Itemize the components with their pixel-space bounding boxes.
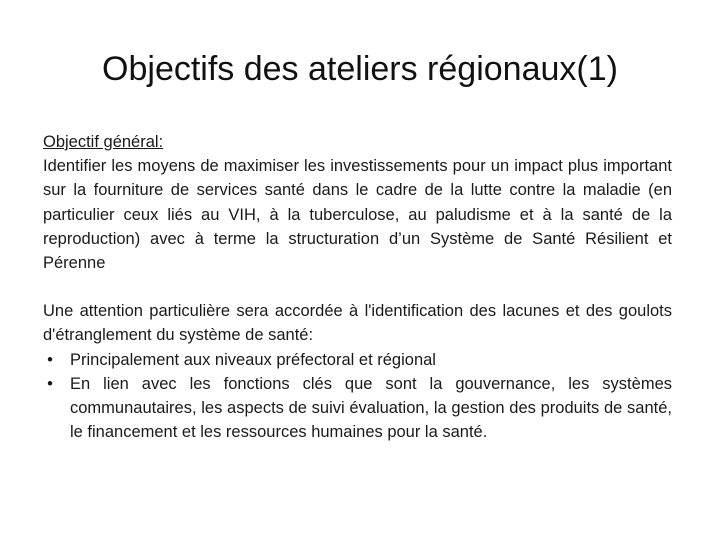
bullet-text: Principalement aux niveaux préfectoral et régional [70, 350, 436, 369]
bullet-item-levels [43, 348, 672, 372]
bullet-icon: • [47, 374, 53, 393]
paragraph-spacer [43, 275, 672, 299]
bullet-item-functions [43, 372, 672, 445]
slide-body [43, 130, 672, 444]
general-objective-heading: Objectif général: [43, 133, 164, 151]
attention-text: Une attention particulière sera accordée à l'identification des lacunes et des goulots d'étranglement du système de santé: [43, 302, 672, 345]
slide-title: Objectifs des ateliers régionaux(1) [102, 50, 618, 88]
bullet-list [43, 348, 672, 445]
general-objective-text: Identifier les moyens de maximiser les investissements pour un impact plus important sur la fourniture de services santé dans le cadre de la lutte contre la maladie (en particulier ceux liés au VIH, à la tuberculose, au paludisme et à la santé de la reproduction) avec à terme la structuration d’un Système de Santé Résilient et Pérenne [43, 157, 672, 273]
bullet-icon: • [47, 350, 53, 369]
bullet-text: En lien avec les fonctions clés que sont la gouvernance, les systèmes communautaires, les aspects de suivi évaluation, la gestion des produits de santé, le financement et les ressources humaines pour la santé. [70, 374, 672, 442]
